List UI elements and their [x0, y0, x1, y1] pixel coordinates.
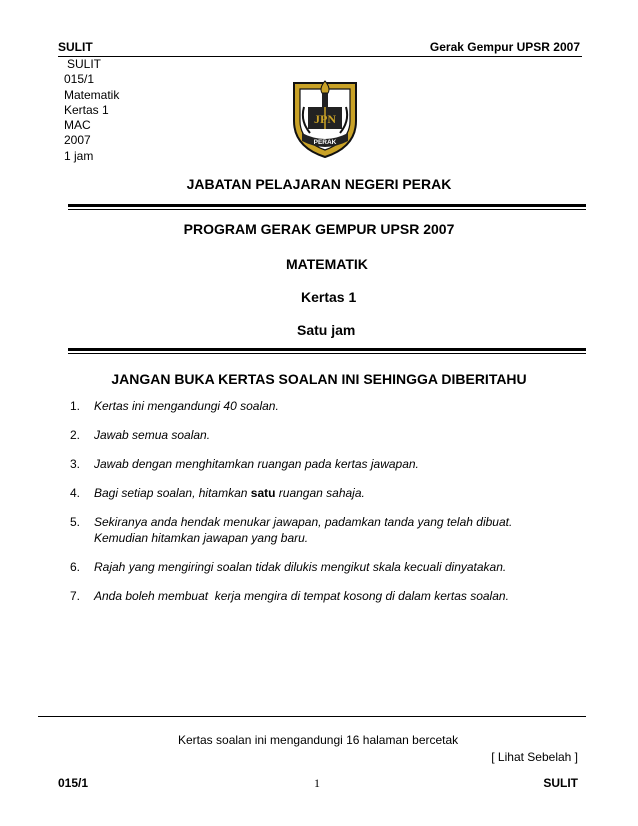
footer-classification: SULIT — [543, 776, 578, 790]
instruction-text-post: ruangan sahaja. — [275, 486, 365, 500]
list-item — [70, 514, 590, 546]
meta-line: 2007 — [64, 133, 91, 148]
instruction-number: 3. — [70, 457, 81, 471]
instruction-number: 5. — [70, 515, 81, 529]
title-thin-rule — [68, 209, 586, 210]
instruction-text: Jawab semua soalan. — [94, 428, 211, 442]
instruction-text: Anda boleh membuat kerja mengira di tempat kosong di dalam kertas soalan. — [94, 589, 509, 603]
paper-meta-block — [64, 57, 119, 164]
subject-title: MATEMATIK — [286, 256, 368, 272]
do-not-open-warning: JANGAN BUKA KERTAS SOALAN INI SEHINGGA DIBERITAHU — [111, 371, 527, 387]
header-classification: SULIT — [58, 40, 93, 54]
meta-line: SULIT — [67, 57, 102, 71]
meta-line: 015/1 — [64, 72, 95, 87]
page-number: 1 — [314, 776, 320, 790]
instruction-number: 1. — [70, 399, 81, 413]
meta-line: Kertas 1 — [64, 102, 109, 117]
list-item — [70, 559, 590, 575]
instructions-list — [70, 398, 590, 617]
list-item — [70, 456, 590, 472]
department-title: JABATAN PELAJARAN NEGERI PERAK — [186, 176, 452, 192]
list-item — [70, 588, 590, 604]
list-item — [70, 485, 590, 501]
instruction-number: 4. — [70, 486, 81, 500]
instruction-text: Kertas ini mengandungi 40 soalan. — [94, 399, 279, 413]
meta-line: Matematik — [64, 87, 120, 102]
page-count-note: Kertas soalan ini mengandungi 16 halaman bercetak — [178, 733, 459, 747]
list-item — [70, 398, 590, 414]
crest-ribbon-text: PERAK — [313, 139, 337, 146]
title-thick-rule — [68, 204, 586, 207]
instruction-text-line2: Kemudian hitamkan jawapan yang baru. — [94, 531, 309, 545]
paper-title: Kertas 1 — [301, 289, 357, 305]
footer-rule — [38, 716, 586, 717]
header-rule — [58, 56, 582, 57]
crest-book-letters: JPN — [314, 112, 336, 126]
perak-crest-logo — [288, 77, 362, 159]
instruction-number: 7. — [70, 589, 81, 603]
instruction-number: 6. — [70, 560, 81, 574]
duration-title: Satu jam — [297, 322, 356, 338]
instruction-text-line1: Sekiranya anda hendak menukar jawapan, padamkan tanda yang telah dibuat. — [94, 515, 513, 529]
instruction-emphasis: satu — [250, 486, 276, 500]
instruction-text: Jawab dengan menghitamkan ruangan pada kertas jawapan. — [94, 457, 419, 471]
instruction-text-pre: Bagi setiap soalan, hitamkan — [94, 486, 251, 500]
meta-line: MAC — [64, 118, 91, 133]
turn-over-note: [ Lihat Sebelah ] — [491, 750, 578, 764]
instruction-number: 2. — [70, 428, 81, 442]
program-title: PROGRAM GERAK GEMPUR UPSR 2007 — [183, 221, 455, 237]
program-thin-rule — [68, 353, 586, 354]
header-program-name: Gerak Gempur UPSR 2007 — [429, 40, 580, 54]
meta-line: 1 jam — [64, 148, 94, 163]
program-thick-rule — [68, 348, 586, 351]
footer-paper-code: 015/1 — [58, 776, 89, 790]
instruction-text: Rajah yang mengiringi soalan tidak dilukis mengikut skala kecuali dinyatakan. — [94, 560, 507, 574]
list-item — [70, 427, 590, 443]
perak-education-crest-icon — [288, 77, 362, 159]
